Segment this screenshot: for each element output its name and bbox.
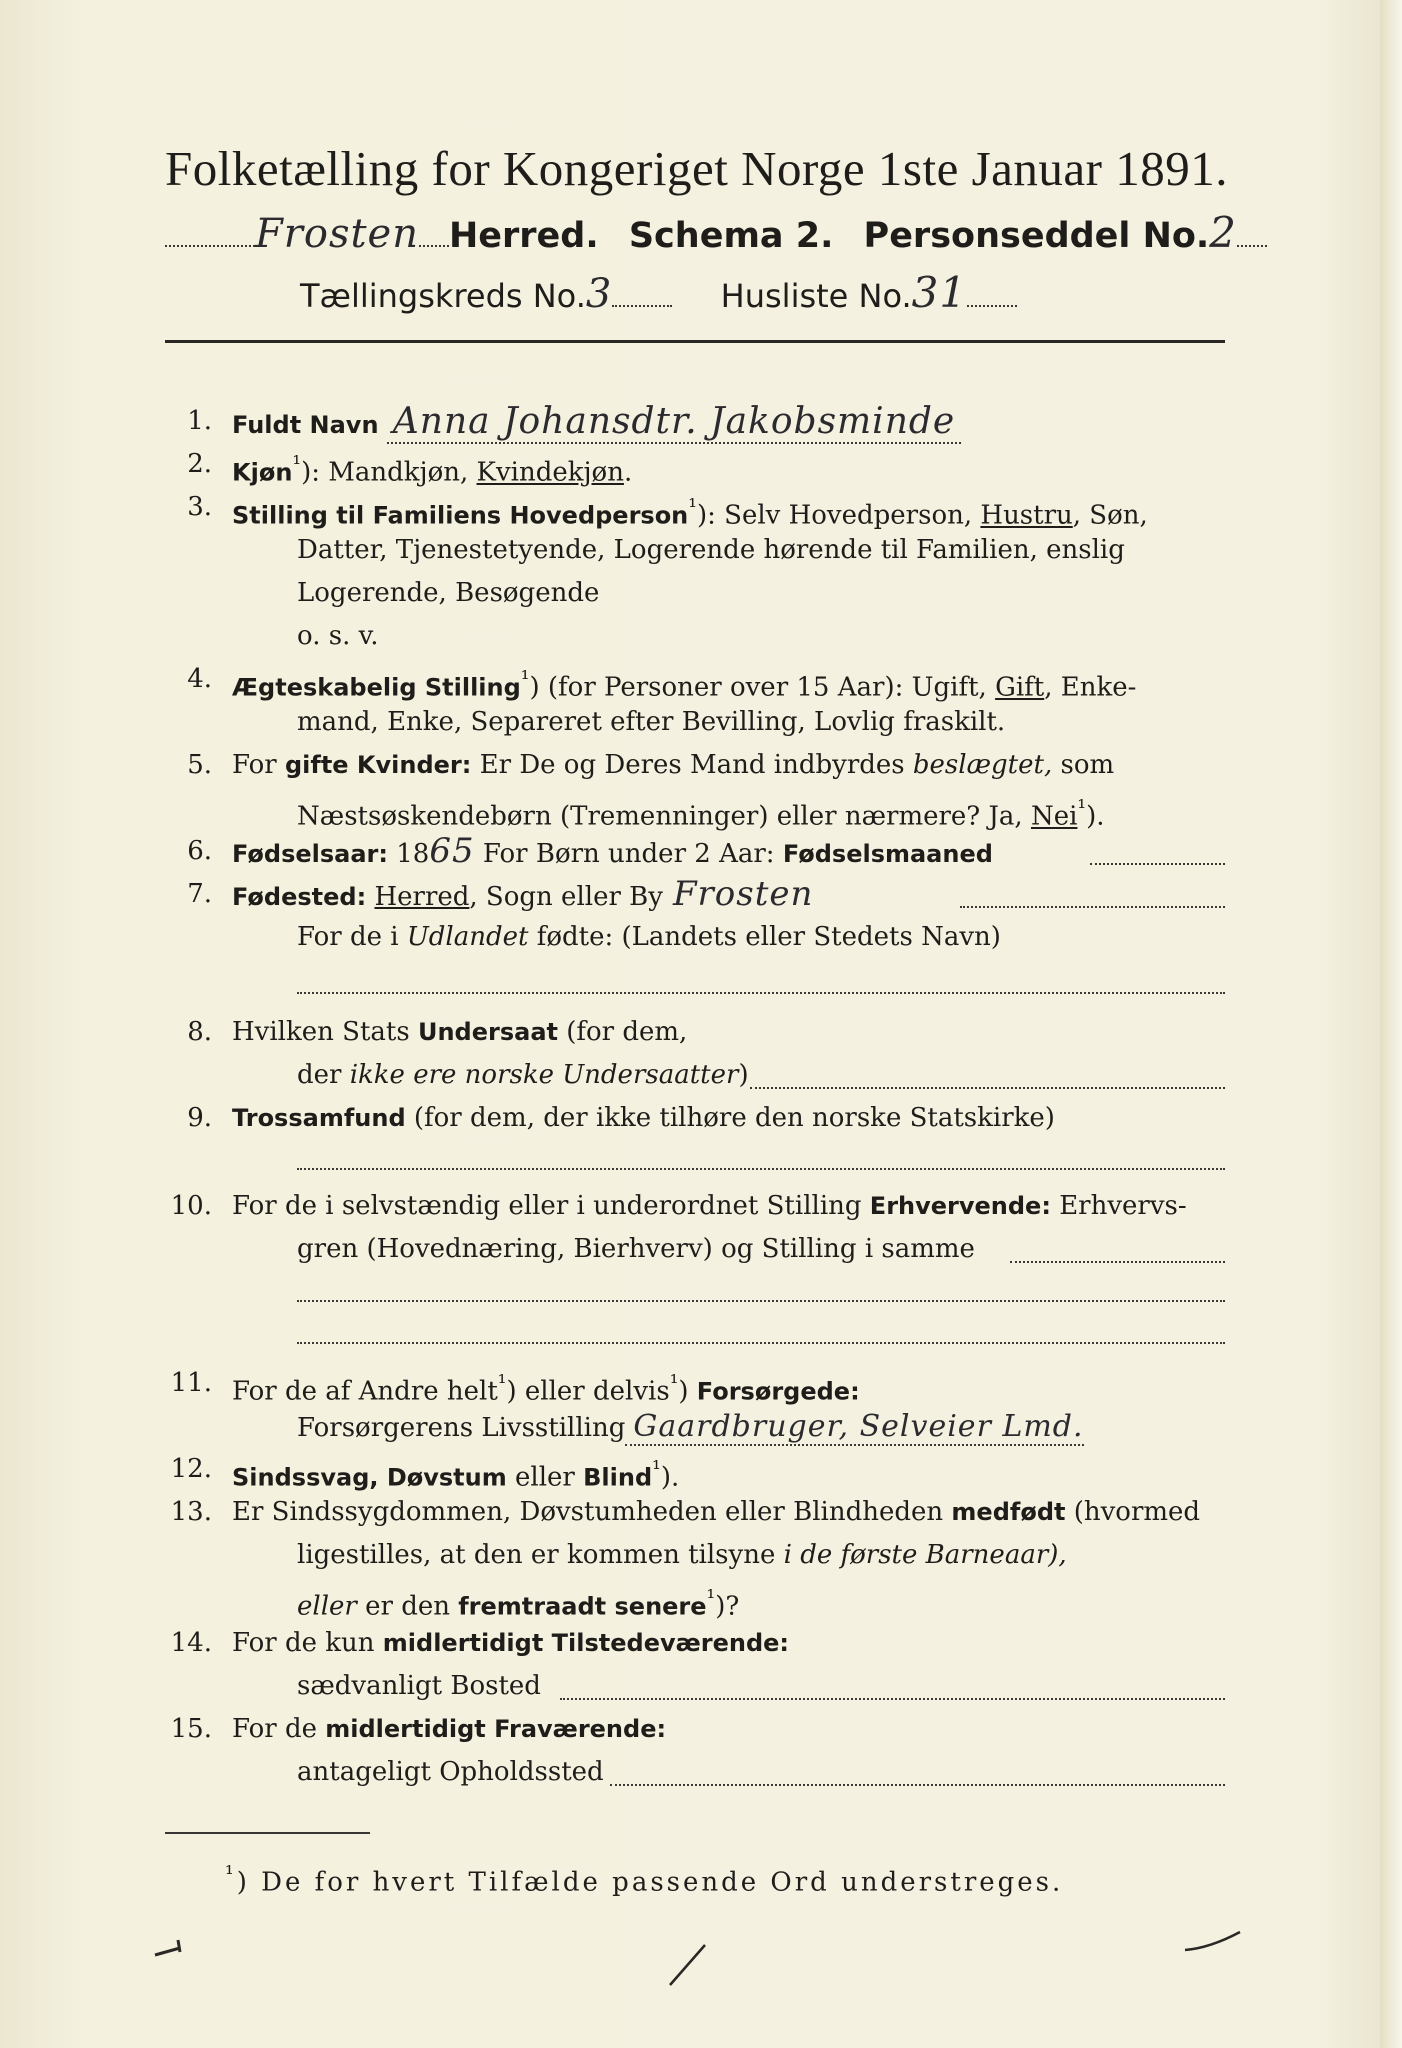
opholdssted-label: antageligt Opholdssted <box>297 1757 604 1787</box>
aegteskab-options-end: , Enke- <box>1044 672 1137 703</box>
stilling-options-end: , Søn, <box>1072 500 1148 531</box>
schema-label: Schema 2. <box>628 216 834 256</box>
forsorger-label: Forsørgerens Livsstilling <box>297 1413 626 1443</box>
text-italic: ikke ere norske Undersaatter <box>349 1060 739 1090</box>
pen-mark-icon <box>1180 1920 1250 1960</box>
fodested-selected: Herred <box>374 882 470 912</box>
text: ) <box>678 1376 697 1407</box>
fremtraadt-label: fremtraadt senere <box>458 1592 707 1621</box>
punctuation: ). <box>1086 801 1105 832</box>
form-title: Folketælling for Kongeriget Norge 1ste Januar 1891. <box>165 141 1228 196</box>
text: For Børn under 2 Aar: <box>474 839 783 869</box>
text: For de kun <box>232 1628 383 1658</box>
footnote-ref: ¹ <box>706 1586 716 1611</box>
kreds-value: 3 <box>585 271 613 317</box>
forsorgede-label: Forsørgede: <box>696 1377 860 1406</box>
fill-line <box>1010 1261 1225 1263</box>
fodselsaar-value: 65 <box>429 831 475 871</box>
text: Er Sindssygdommen, Døvstumheden eller Blindheden <box>232 1497 952 1527</box>
punctuation: ). <box>660 1462 680 1493</box>
herred-label: Herred. <box>449 216 599 256</box>
kjon-label: Kjøn <box>232 458 293 487</box>
punctuation: . <box>623 457 633 488</box>
fodselsmaaned-label: Fødselsmaaned <box>782 840 993 868</box>
fill-line <box>560 1698 1225 1700</box>
text: ligestilles, at den er kommen tilsyne <box>297 1540 784 1570</box>
aegteskab-label: Ægteskabelig Stilling <box>232 673 521 702</box>
text: For de af Andre helt <box>232 1376 498 1407</box>
punctuation: )? <box>715 1591 740 1622</box>
footnote-ref: ¹ <box>497 1371 507 1396</box>
fodested-label: Fødested: <box>232 883 367 911</box>
text-italic: beslægtet, <box>912 750 1053 780</box>
item-number: 3. <box>187 492 212 522</box>
text-italic: i de første Barneaar), <box>783 1540 1067 1570</box>
kjon-options: ): Mandkjøn, <box>301 457 477 488</box>
stilling-selected: Hustru <box>980 500 1073 531</box>
text: For de <box>232 1714 326 1744</box>
fill-line <box>960 906 1225 908</box>
text: (for dem, <box>557 1017 688 1047</box>
text: Erhvervs- <box>1050 1191 1187 1221</box>
fill-line <box>750 1087 1225 1089</box>
item-number: 13. <box>170 1497 212 1527</box>
fill-line <box>610 1784 1225 1786</box>
bosted-label: sædvanligt Bosted <box>297 1671 541 1701</box>
text: For de i <box>297 922 407 952</box>
undersaat-label: Undersaat <box>417 1018 558 1046</box>
item-number: 8. <box>187 1017 212 1047</box>
text: For <box>232 750 285 780</box>
erhverv-line-2: gren (Hovednæring, Bierhverv) og Stilling i samme <box>297 1234 975 1264</box>
erhvervende-label: Erhvervende: <box>869 1192 1051 1220</box>
fodested-value: Frosten <box>672 874 814 914</box>
item-number: 7. <box>187 879 212 909</box>
item-number: 14. <box>170 1628 212 1658</box>
text: ) <box>738 1060 749 1090</box>
paper-edge <box>1380 0 1402 2048</box>
item-number: 2. <box>187 449 212 479</box>
stilling-options: ): Selv Hovedperson, <box>696 500 981 531</box>
stilling-line-4: o. s. v. <box>297 621 379 651</box>
fuldt-navn-label: Fuldt Navn <box>232 411 379 439</box>
aegteskab-selected: Gift <box>995 672 1045 703</box>
aegteskab-options: ) (for Personer over 15 Aar): Ugift, <box>529 672 996 703</box>
fill-line <box>297 1300 1225 1302</box>
footnote-ref: ¹ <box>652 1457 661 1482</box>
text-italic: eller <box>297 1591 357 1622</box>
stilling-line-2: Datter, Tjenestetyende, Logerende hørende til Familien, enslig <box>297 535 1125 565</box>
fuldt-navn-value: Anna Johansdtr. Jakobsminde <box>387 401 961 444</box>
sindssvag-label: Sindssvag, Døvstum <box>232 1463 507 1492</box>
herred-line <box>165 208 1245 258</box>
text: ) eller delvis <box>506 1376 670 1407</box>
text: For de i selvstændig eller i underordnet Stilling <box>232 1191 870 1221</box>
personseddel-value: 2 <box>1209 208 1237 257</box>
fill-line <box>297 1342 1225 1344</box>
trossamfund-label: Trossamfund <box>232 1104 406 1132</box>
personseddel-label: Personseddel No. <box>863 216 1210 256</box>
forsorger-value: Gaardbruger, Selveier Lmd. <box>625 1409 1083 1446</box>
footnote-ref: ¹ <box>520 667 530 692</box>
item-number: 10. <box>170 1191 212 1221</box>
husliste-label: Husliste No. <box>720 277 912 315</box>
text: som <box>1052 750 1115 780</box>
item-number: 11. <box>170 1368 212 1398</box>
footnote-rule <box>165 1832 370 1834</box>
text: Næstsøskendebørn (Tremenninger) eller nærmere? Ja, <box>297 801 1031 832</box>
kreds-line <box>300 268 1200 318</box>
text: er den <box>356 1591 459 1622</box>
footnote-ref: ¹ <box>1077 796 1087 821</box>
text: Er De og Deres Mand indbyrdes <box>471 750 913 780</box>
footnote-ref: ¹ <box>688 495 697 520</box>
fill-line <box>297 992 1225 994</box>
item-number: 6. <box>187 836 212 866</box>
fill-line <box>297 1168 1225 1170</box>
item-number: 9. <box>187 1103 212 1133</box>
tilstedevaerende-label: midlertidigt Tilstedeværende: <box>382 1629 790 1657</box>
text: der <box>297 1060 350 1090</box>
header-rule <box>165 340 1225 343</box>
fodselsaar-label: Fødselsaar: <box>232 840 388 868</box>
item-number: 15. <box>170 1714 212 1744</box>
footnote-ref: ¹ <box>225 1862 237 1887</box>
medfodt-label: medfødt <box>951 1498 1066 1526</box>
text: Hvilken Stats <box>232 1017 418 1047</box>
fravaerende-label: midlertidigt Fraværende: <box>325 1715 667 1743</box>
footnote <box>225 1862 1063 1898</box>
footnote-ref: ¹ <box>292 452 302 477</box>
beslaegtet-selected: Nei <box>1030 801 1078 832</box>
text: fødte: (Landets eller Stedets Navn) <box>528 922 1001 952</box>
aegteskab-line-2: mand, Enke, Separeret efter Bevilling, Lovlig fraskilt. <box>297 707 1006 737</box>
text: , Sogn eller By <box>469 882 663 912</box>
husliste-value: 31 <box>911 268 968 317</box>
stilling-line-3: Logerende, Besøgende <box>297 578 600 608</box>
blind-label: Blind <box>583 1463 653 1492</box>
kjon-selected: Kvindekjøn <box>476 457 624 488</box>
text-italic: Udlandet <box>406 922 529 952</box>
item-number: 5. <box>187 750 212 780</box>
footnote-ref: ¹ <box>669 1371 679 1396</box>
item-number: 12. <box>170 1454 212 1484</box>
item-number: 4. <box>187 664 212 694</box>
kreds-label: Tællingskreds No. <box>300 277 586 315</box>
year-prefix: 18 <box>388 839 430 869</box>
pen-mark-icon <box>660 1935 720 1995</box>
footnote-text: ) De for hvert Tilfælde passende Ord understreges. <box>236 1867 1064 1898</box>
text: (for dem, der ikke tilhøre den norske Statskirke) <box>405 1103 1055 1133</box>
stilling-label: Stilling til Familiens Hovedperson <box>232 501 689 530</box>
text: eller <box>506 1462 584 1493</box>
item-number: 1. <box>187 406 212 436</box>
herred-value: Frosten <box>255 211 419 257</box>
fill-line <box>1090 863 1225 865</box>
pen-mark-icon <box>150 1930 210 1960</box>
gifte-kvinder-label: gifte Kvinder: <box>284 751 472 779</box>
text: (hvormed <box>1065 1497 1201 1527</box>
